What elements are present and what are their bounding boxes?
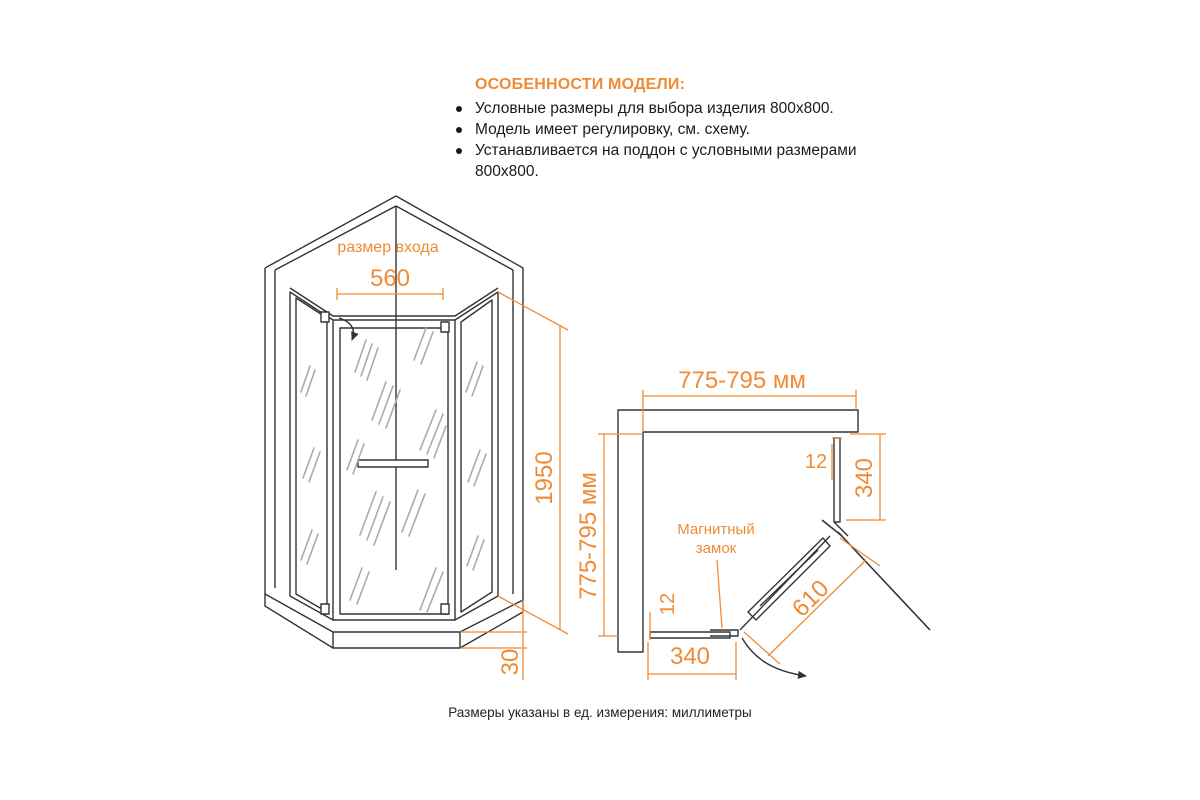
side-width-value: 775-795 мм: [575, 472, 602, 600]
front-view: [265, 196, 523, 648]
feature-item-line: 800х800.: [475, 163, 539, 180]
feature-item: Модель имеет регулировку, см. схему.: [448, 119, 857, 140]
glass-reflections: [301, 328, 486, 612]
shower-tray: [265, 594, 523, 648]
door-swing-arrow: [339, 318, 353, 340]
feature-item: Условные размеры для выбора изделия 800х800.: [448, 98, 857, 119]
magnetic-lock-label-line2: замок: [695, 540, 737, 557]
entry-width-value: 560: [369, 265, 411, 292]
glass-panels: [290, 288, 498, 620]
plan-swing-arrow: [742, 638, 806, 676]
bottom-offset-value: 12: [657, 592, 679, 616]
right-depth-value: 340: [851, 457, 878, 499]
feature-item-line: Устанавливается на поддон с условными размерами: [475, 142, 857, 159]
height-value: 1950: [531, 451, 558, 505]
features-title: ОСОБЕННОСТИ МОДЕЛИ:: [475, 76, 686, 93]
top-width-value: 775-795 мм: [678, 367, 806, 394]
door-width-value: 610: [786, 574, 835, 623]
plan-right-panel: [834, 438, 840, 522]
magnetic-lock-label-line1: Магнитный: [677, 521, 755, 538]
units-footnote: Размеры указаны в ед. измерения: миллиметры: [448, 705, 752, 720]
entry-size-label: размер входа: [337, 239, 439, 256]
base-height-value: 30: [497, 648, 524, 676]
plan-bottom-panel: [650, 632, 730, 638]
plan-dimension-labels: [575, 367, 878, 670]
right-offset-value: 12: [804, 451, 828, 473]
bottom-depth-value: 340: [669, 643, 711, 670]
